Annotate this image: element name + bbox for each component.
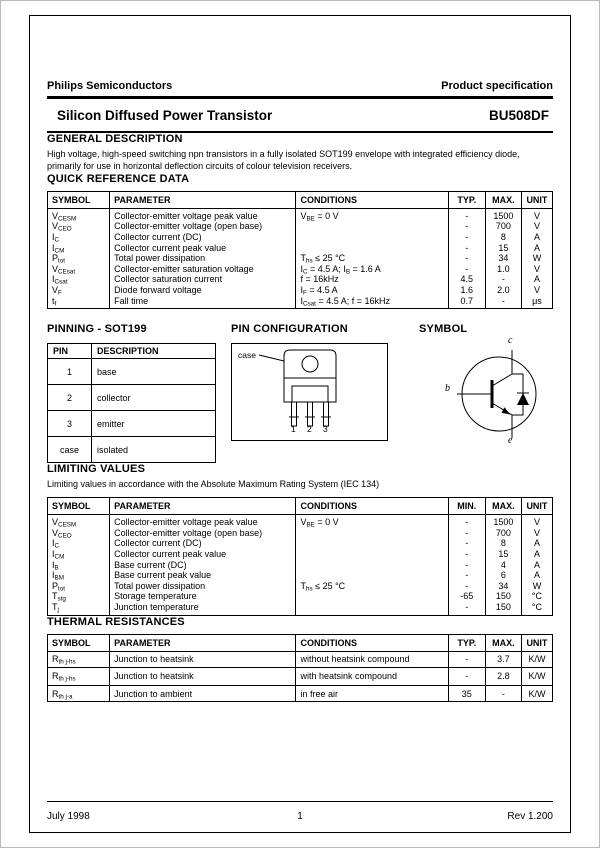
symbol-terminal-e: e xyxy=(508,435,513,447)
table-cell: Junction to heatsink xyxy=(110,668,296,686)
table-cell: $V_{BE} = 0$ V xyxy=(296,208,448,221)
table-cell xyxy=(296,570,448,581)
table-cell: Total power dissipation xyxy=(110,253,296,264)
column-header: MAX. xyxy=(485,191,521,208)
table-cell xyxy=(296,221,448,232)
table-cell: 2.0 xyxy=(485,285,521,296)
pinning-table xyxy=(47,343,216,463)
table-cell: $V_{CEO}$ xyxy=(48,528,110,539)
table-cell: - xyxy=(448,253,485,264)
table-row xyxy=(48,581,553,592)
column-header: PIN xyxy=(48,344,92,359)
table-cell: 700 xyxy=(485,528,521,539)
footer-rule xyxy=(47,801,553,802)
symbol-circuit-drawing xyxy=(419,337,579,447)
table-cell: 3 xyxy=(48,411,92,437)
table-cell xyxy=(296,560,448,571)
table-cell: 15 xyxy=(485,549,521,560)
table-cell: μs xyxy=(521,296,552,309)
table-cell: - xyxy=(448,232,485,243)
table-row xyxy=(48,253,553,264)
table-cell: - xyxy=(448,560,485,571)
table-cell: 0.7 xyxy=(448,296,485,309)
table-cell: $I_{BM}$ xyxy=(48,570,110,581)
table-cell: V xyxy=(521,515,552,528)
table-row xyxy=(48,243,553,254)
table-cell: 8 xyxy=(485,538,521,549)
table-cell: -65 xyxy=(448,591,485,602)
table-cell: V xyxy=(521,264,552,275)
table-cell: - xyxy=(448,651,485,668)
table-cell: Fall time xyxy=(110,296,296,309)
table-row xyxy=(48,538,553,549)
table-cell: - xyxy=(485,296,521,309)
section-heading-quick-reference: QUICK REFERENCE DATA xyxy=(47,172,190,185)
table-row xyxy=(48,296,553,309)
symbol-column xyxy=(419,323,553,463)
table-cell: with heatsink compound xyxy=(296,668,448,686)
pinning-column xyxy=(47,323,215,463)
table-cell: Junction to heatsink xyxy=(110,651,296,668)
table-cell: - xyxy=(485,685,521,702)
column-header: UNIT xyxy=(521,191,552,208)
table-row xyxy=(48,685,553,702)
column-header: CONDITIONS xyxy=(296,191,448,208)
table-cell: °C xyxy=(521,591,552,602)
limiting-values-intro: Limiting values in accordance with the Absolute Maximum Rating System (IEC 134) xyxy=(47,479,380,490)
table-cell: Junction to ambient xyxy=(110,685,296,702)
table-cell: Collector current (DC) xyxy=(110,538,296,549)
table-cell: without heatsink compound xyxy=(296,651,448,668)
column-header: DESCRIPTION xyxy=(92,344,216,359)
page-footer xyxy=(47,801,553,822)
table-cell: Collector-emitter voltage peak value xyxy=(110,208,296,221)
table-cell: $I_F = 4.5$ A xyxy=(296,285,448,296)
table-cell: Diode forward voltage xyxy=(110,285,296,296)
table-cell: A xyxy=(521,549,552,560)
table-cell: 8 xyxy=(485,232,521,243)
column-header: SYMBOL xyxy=(48,498,110,515)
pinning-row xyxy=(47,323,553,463)
table-cell: - xyxy=(448,538,485,549)
table-cell xyxy=(296,549,448,560)
table-row xyxy=(48,528,553,539)
table-cell: - xyxy=(448,549,485,560)
sot199-package-drawing xyxy=(231,343,388,441)
column-header: UNIT xyxy=(521,634,552,651)
table-cell: 1500 xyxy=(485,208,521,221)
column-header: MIN. xyxy=(448,498,485,515)
table-cell: base xyxy=(92,359,216,385)
table-cell: 35 xyxy=(448,685,485,702)
table-cell: A xyxy=(521,560,552,571)
footer-date: July 1998 xyxy=(47,811,90,822)
transistor-symbol-drawing xyxy=(419,337,553,447)
table-cell: $P_{tot}$ xyxy=(48,581,110,592)
page-header xyxy=(47,0,553,92)
table-cell: $T_{stg}$ xyxy=(48,591,110,602)
table-cell: V xyxy=(521,208,552,221)
table-cell: - xyxy=(448,208,485,221)
table-cell: $I_C = 4.5$ A; $I_B = 1.6$ A xyxy=(296,264,448,275)
table-cell: 34 xyxy=(485,253,521,264)
table-cell: V xyxy=(521,285,552,296)
table-cell xyxy=(296,243,448,254)
section-heading-pinning: PINNING - SOT199 xyxy=(47,323,147,336)
table-cell: °C xyxy=(521,602,552,615)
table-cell: collector xyxy=(92,385,216,411)
table-cell: 6 xyxy=(485,570,521,581)
pin-3-label: 3 xyxy=(323,424,328,435)
table-cell: 4 xyxy=(485,560,521,571)
table-cell: isolated xyxy=(92,437,216,463)
table-cell: $R_{th j-a}$ xyxy=(48,685,110,702)
table-row xyxy=(48,515,553,528)
table-row xyxy=(48,570,553,581)
table-cell: - xyxy=(448,264,485,275)
quick-reference-table xyxy=(47,191,553,309)
table-cell xyxy=(296,232,448,243)
column-header: SYMBOL xyxy=(48,191,110,208)
table-row xyxy=(48,591,553,602)
table-cell: 1.6 xyxy=(448,285,485,296)
pin-configuration-column xyxy=(231,323,388,463)
table-cell: $V_F$ xyxy=(48,285,110,296)
table-cell: $I_{Csat}$ xyxy=(48,274,110,285)
case-callout-label: case xyxy=(238,350,256,361)
table-cell: 15 xyxy=(485,243,521,254)
table-cell: - xyxy=(448,668,485,686)
table-row xyxy=(48,359,216,385)
table-cell: $R_{th j-hs}$ xyxy=(48,668,110,686)
table-row xyxy=(48,221,553,232)
table-cell: A xyxy=(521,232,552,243)
datasheet-page xyxy=(47,0,553,702)
table-cell: 4.5 xyxy=(448,274,485,285)
table-cell: 1.0 xyxy=(485,264,521,275)
table-cell: - xyxy=(448,581,485,592)
table-cell xyxy=(296,528,448,539)
column-header: MAX. xyxy=(485,634,521,651)
table-row xyxy=(48,232,553,243)
table-header-row xyxy=(48,498,553,515)
table-cell: f = 16kHz xyxy=(296,274,448,285)
table-row xyxy=(48,651,553,668)
table-cell: 150 xyxy=(485,602,521,615)
table-row xyxy=(48,549,553,560)
table-cell: Collector-emitter voltage (open base) xyxy=(110,528,296,539)
table-cell: A xyxy=(521,570,552,581)
table-cell: Collector-emitter voltage peak value xyxy=(110,515,296,528)
table-cell: Collector current (DC) xyxy=(110,232,296,243)
table-cell: 2.8 xyxy=(485,668,521,686)
table-cell: $R_{th j-hs}$ xyxy=(48,651,110,668)
table-cell: - xyxy=(485,274,521,285)
table-cell: 1500 xyxy=(485,515,521,528)
table-cell: $V_{BE} = 0$ V xyxy=(296,515,448,528)
doc-title: Silicon Diffused Power Transistor xyxy=(57,108,273,123)
column-header: PARAMETER xyxy=(110,498,296,515)
table-row xyxy=(48,560,553,571)
table-cell: Total power dissipation xyxy=(110,581,296,592)
column-header: PARAMETER xyxy=(110,634,296,651)
table-cell: Junction temperature xyxy=(110,602,296,615)
table-cell: Collector-emitter voltage (open base) xyxy=(110,221,296,232)
table-cell: 2 xyxy=(48,385,92,411)
table-cell: $I_{CM}$ xyxy=(48,243,110,254)
table-cell: Collector current peak value xyxy=(110,243,296,254)
column-header: SYMBOL xyxy=(48,634,110,651)
table-cell: Base current (DC) xyxy=(110,560,296,571)
column-header: TYP. xyxy=(448,634,485,651)
table-cell: A xyxy=(521,274,552,285)
table-cell: - xyxy=(448,602,485,615)
table-cell: 700 xyxy=(485,221,521,232)
table-cell: V xyxy=(521,528,552,539)
table-cell: - xyxy=(448,528,485,539)
table-cell: emitter xyxy=(92,411,216,437)
table-cell: 3.7 xyxy=(485,651,521,668)
table-cell: - xyxy=(448,243,485,254)
table-cell: - xyxy=(448,221,485,232)
table-cell: - xyxy=(448,570,485,581)
table-cell: $I_C$ xyxy=(48,232,110,243)
table-cell: K/W xyxy=(521,651,552,668)
table-cell: W xyxy=(521,581,552,592)
table-cell: V xyxy=(521,221,552,232)
table-cell: $I_{Csat} = 4.5$ A; f = 16kHz xyxy=(296,296,448,309)
section-heading-symbol: SYMBOL xyxy=(419,323,468,336)
table-cell: case xyxy=(48,437,92,463)
table-cell: A xyxy=(521,243,552,254)
footer-revision: Rev 1.200 xyxy=(507,811,553,822)
table-row xyxy=(48,208,553,221)
table-cell: 150 xyxy=(485,591,521,602)
table-cell: Storage temperature xyxy=(110,591,296,602)
table-cell: $P_{tot}$ xyxy=(48,253,110,264)
section-heading-thermal-resistances: THERMAL RESISTANCES xyxy=(47,615,185,628)
table-header-row xyxy=(48,344,216,359)
section-heading-general-description: GENERAL DESCRIPTION xyxy=(47,133,183,145)
table-cell xyxy=(296,538,448,549)
table-cell: in free air xyxy=(296,685,448,702)
table-row xyxy=(48,602,553,615)
table-cell: $I_B$ xyxy=(48,560,110,571)
table-cell: 34 xyxy=(485,581,521,592)
table-row xyxy=(48,274,553,285)
table-cell: Collector-emitter saturation voltage xyxy=(110,264,296,275)
table-cell: $V_{CEsat}$ xyxy=(48,264,110,275)
column-header: CONDITIONS xyxy=(296,498,448,515)
table-cell: $V_{CESM}$ xyxy=(48,515,110,528)
table-cell: $V_{CESM}$ xyxy=(48,208,110,221)
table-cell: A xyxy=(521,538,552,549)
section-heading-pin-configuration: PIN CONFIGURATION xyxy=(231,323,348,336)
symbol-terminal-c: c xyxy=(508,335,513,347)
limiting-values-table xyxy=(47,497,553,615)
part-number: BU508DF xyxy=(488,108,549,123)
table-cell: Collector saturation current xyxy=(110,274,296,285)
table-row xyxy=(48,437,216,463)
table-cell: Collector current peak value xyxy=(110,549,296,560)
table-header-row xyxy=(48,634,553,651)
header-doc-type: Product specification xyxy=(441,80,553,92)
table-cell: $T_{hs} \le 25$ °C xyxy=(296,581,448,592)
column-header: CONDITIONS xyxy=(296,634,448,651)
column-header: TYP. xyxy=(448,191,485,208)
table-cell: $V_{CEO}$ xyxy=(48,221,110,232)
header-publisher: Philips Semiconductors xyxy=(47,80,173,92)
pin-1-label: 1 xyxy=(291,424,296,435)
table-cell: K/W xyxy=(521,668,552,686)
table-header-row xyxy=(48,191,553,208)
table-cell: Base current peak value xyxy=(110,570,296,581)
thermal-resistances-table xyxy=(47,634,553,703)
table-cell xyxy=(296,591,448,602)
general-description-text: High voltage, high-speed switching npn transistors in a fully isolated SOT199 envelope with integrated efficiency diode, primarily for use in horizontal deflection circuits of colour television receivers. xyxy=(47,149,520,171)
footer-page-number: 1 xyxy=(297,811,303,822)
table-row xyxy=(48,668,553,686)
table-cell: W xyxy=(521,253,552,264)
table-cell: $t_f$ xyxy=(48,296,110,309)
table-cell: K/W xyxy=(521,685,552,702)
column-header: UNIT xyxy=(521,498,552,515)
table-row xyxy=(48,411,216,437)
section-heading-limiting-values: LIMITING VALUES xyxy=(47,463,146,476)
table-cell: $T_j$ xyxy=(48,602,110,615)
column-header: PARAMETER xyxy=(110,191,296,208)
table-cell: $I_C$ xyxy=(48,538,110,549)
pin-2-label: 2 xyxy=(307,424,312,435)
column-header: MAX. xyxy=(485,498,521,515)
table-cell: - xyxy=(448,515,485,528)
table-cell xyxy=(296,602,448,615)
table-row xyxy=(48,285,553,296)
table-row xyxy=(48,385,216,411)
symbol-terminal-b: b xyxy=(445,383,450,395)
title-bar xyxy=(47,99,553,131)
table-cell: $I_{CM}$ xyxy=(48,549,110,560)
table-cell: $T_{hs} \le 25$ °C xyxy=(296,253,448,264)
table-cell: 1 xyxy=(48,359,92,385)
table-row xyxy=(48,264,553,275)
